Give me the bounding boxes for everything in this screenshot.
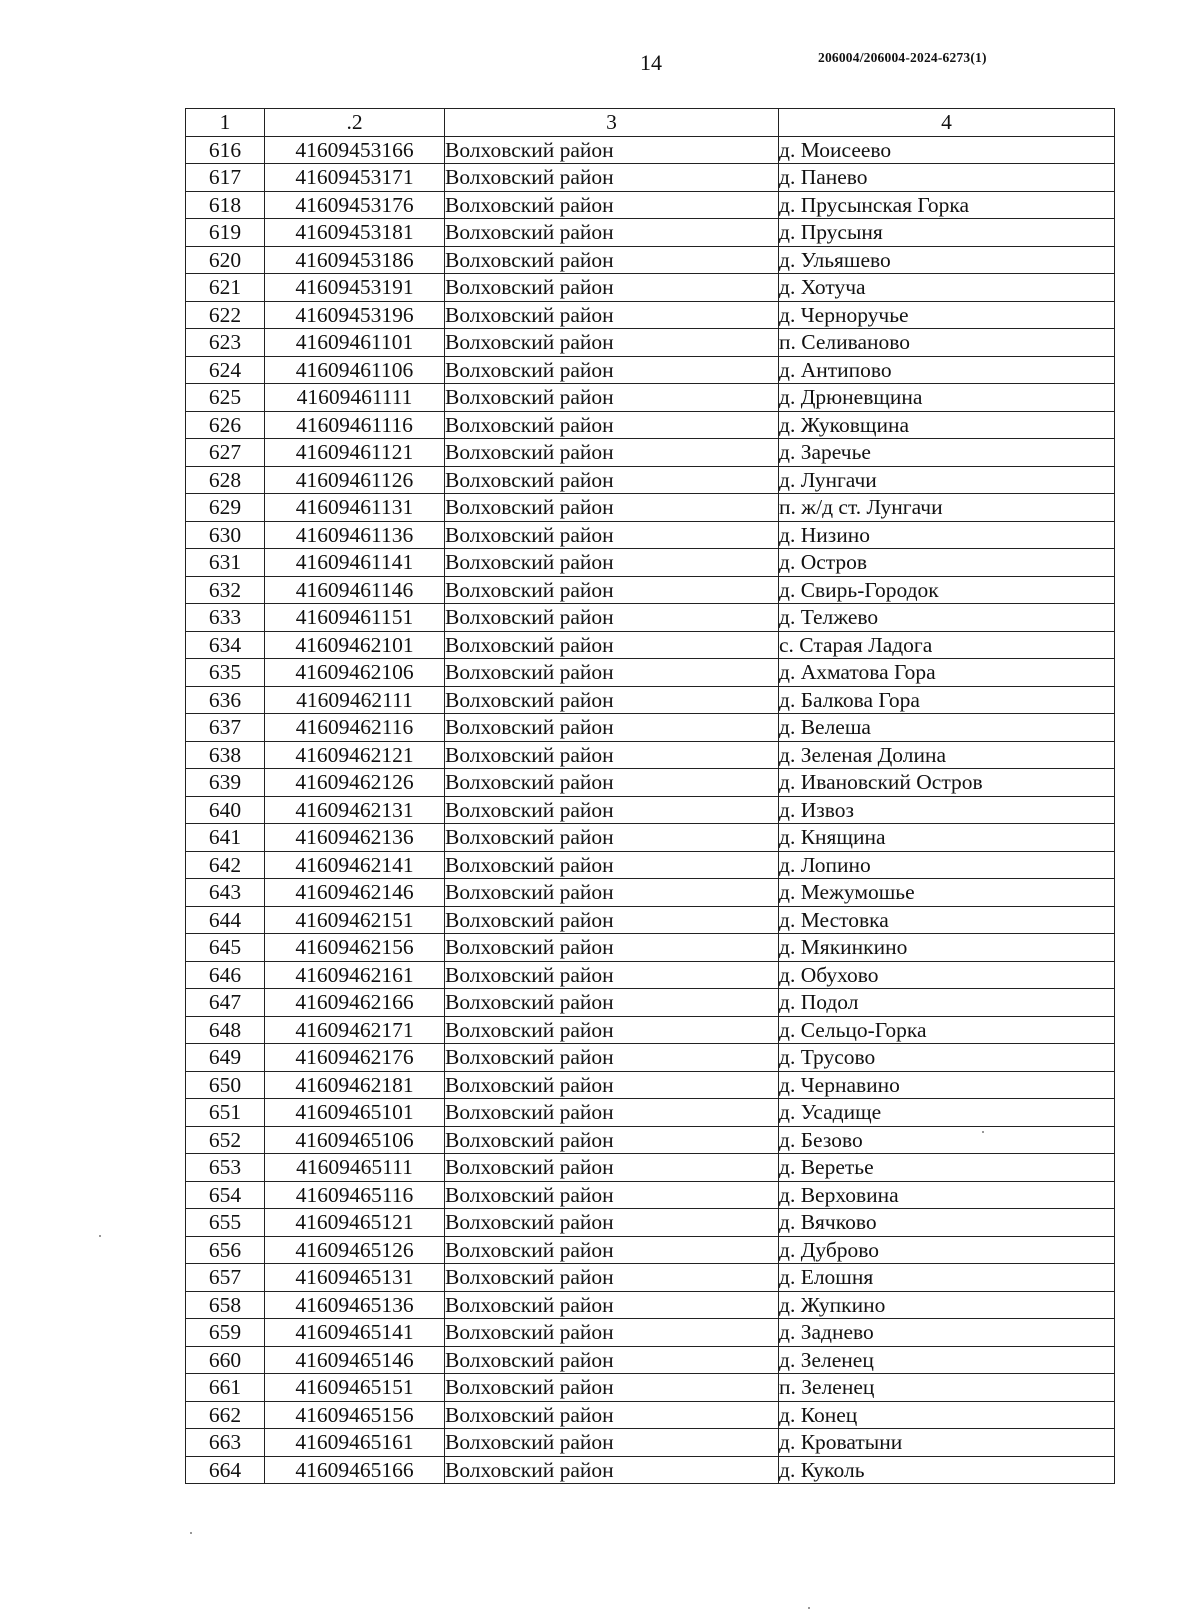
row-number-cell: 624: [186, 356, 265, 384]
row-number-cell: 647: [186, 989, 265, 1017]
code-cell: 41609461106: [265, 356, 445, 384]
table-row: [186, 219, 1115, 247]
code-cell: 41609453171: [265, 164, 445, 192]
row-number-cell: 648: [186, 1016, 265, 1044]
settlement-cell: д. Антипово: [779, 356, 1115, 384]
settlement-cell: п. Селиваново: [779, 329, 1115, 357]
settlement-cell: д. Межумошье: [779, 879, 1115, 907]
district-cell: Волховский район: [445, 1181, 779, 1209]
code-cell: 41609465106: [265, 1126, 445, 1154]
district-cell: Волховский район: [445, 329, 779, 357]
code-cell: 41609462121: [265, 741, 445, 769]
table-row: [186, 1016, 1115, 1044]
table-row: [186, 714, 1115, 742]
table-row: [186, 659, 1115, 687]
row-number-cell: 632: [186, 576, 265, 604]
table-row: [186, 906, 1115, 934]
row-number-cell: 631: [186, 549, 265, 577]
column-header-4: 4: [779, 109, 1115, 137]
row-number-cell: 662: [186, 1401, 265, 1429]
settlement-cell: д. Моисеево: [779, 136, 1115, 164]
district-cell: Волховский район: [445, 741, 779, 769]
district-cell: Волховский район: [445, 604, 779, 632]
code-cell: 41609462146: [265, 879, 445, 907]
row-number-cell: 627: [186, 439, 265, 467]
settlement-cell: д. Подол: [779, 989, 1115, 1017]
code-cell: 41609465111: [265, 1154, 445, 1182]
district-cell: Волховский район: [445, 1099, 779, 1127]
settlement-cell: д. Хотуча: [779, 274, 1115, 302]
settlements-table: [185, 108, 1115, 1484]
district-cell: Волховский район: [445, 796, 779, 824]
table-header-row: [186, 109, 1115, 137]
district-cell: Волховский район: [445, 411, 779, 439]
code-cell: 41609465121: [265, 1209, 445, 1237]
column-header-2: .2: [265, 109, 445, 137]
code-cell: 41609461121: [265, 439, 445, 467]
table-row: [186, 1401, 1115, 1429]
settlement-cell: д. Заднево: [779, 1319, 1115, 1347]
code-cell: 41609465156: [265, 1401, 445, 1429]
district-cell: Волховский район: [445, 1071, 779, 1099]
code-cell: 41609462116: [265, 714, 445, 742]
code-cell: 41609461136: [265, 521, 445, 549]
district-cell: Волховский район: [445, 686, 779, 714]
code-cell: 41609461131: [265, 494, 445, 522]
code-cell: 41609462161: [265, 961, 445, 989]
table-row: [186, 879, 1115, 907]
code-cell: 41609462171: [265, 1016, 445, 1044]
code-cell: 41609465141: [265, 1319, 445, 1347]
table-row: [186, 329, 1115, 357]
code-cell: 41609462151: [265, 906, 445, 934]
row-number-cell: 622: [186, 301, 265, 329]
district-cell: Волховский район: [445, 1264, 779, 1292]
code-cell: 41609465116: [265, 1181, 445, 1209]
code-cell: 41609462136: [265, 824, 445, 852]
code-cell: 41609462101: [265, 631, 445, 659]
row-number-cell: 658: [186, 1291, 265, 1319]
table-row: [186, 1236, 1115, 1264]
code-cell: 41609453196: [265, 301, 445, 329]
code-cell: 41609465101: [265, 1099, 445, 1127]
table-row: [186, 384, 1115, 412]
row-number-cell: 625: [186, 384, 265, 412]
district-cell: Волховский район: [445, 274, 779, 302]
code-cell: 41609465136: [265, 1291, 445, 1319]
district-cell: Волховский район: [445, 384, 779, 412]
table-row: [186, 439, 1115, 467]
district-cell: Волховский район: [445, 246, 779, 274]
table-row: [186, 1209, 1115, 1237]
district-cell: Волховский район: [445, 631, 779, 659]
settlement-cell: д. Елошня: [779, 1264, 1115, 1292]
settlement-cell: д. Усадище: [779, 1099, 1115, 1127]
settlement-cell: д. Ахматова Гора: [779, 659, 1115, 687]
table-row: [186, 274, 1115, 302]
table-row: [186, 411, 1115, 439]
row-number-cell: 655: [186, 1209, 265, 1237]
row-number-cell: 641: [186, 824, 265, 852]
district-cell: Волховский район: [445, 1429, 779, 1457]
table-row: [186, 521, 1115, 549]
row-number-cell: 660: [186, 1346, 265, 1374]
settlement-cell: д. Прусынская Горка: [779, 191, 1115, 219]
table-row: [186, 1181, 1115, 1209]
row-number-cell: 650: [186, 1071, 265, 1099]
settlement-cell: д. Лунгачи: [779, 466, 1115, 494]
row-number-cell: 649: [186, 1044, 265, 1072]
settlement-cell: д. Мякинкино: [779, 934, 1115, 962]
settlement-cell: д. Местовка: [779, 906, 1115, 934]
settlement-cell: д. Безово: [779, 1126, 1115, 1154]
settlement-cell: д. Зеленец: [779, 1346, 1115, 1374]
row-number-cell: 626: [186, 411, 265, 439]
row-number-cell: 657: [186, 1264, 265, 1292]
district-cell: Волховский район: [445, 191, 779, 219]
row-number-cell: 634: [186, 631, 265, 659]
settlement-cell: д. Остров: [779, 549, 1115, 577]
row-number-cell: 645: [186, 934, 265, 962]
code-cell: 41609453186: [265, 246, 445, 274]
settlement-cell: д. Дрюневщина: [779, 384, 1115, 412]
row-number-cell: 623: [186, 329, 265, 357]
table-row: [186, 1099, 1115, 1127]
settlement-cell: д. Вячково: [779, 1209, 1115, 1237]
table-row: [186, 961, 1115, 989]
table-row: [186, 246, 1115, 274]
table-row: [186, 824, 1115, 852]
table-row: [186, 191, 1115, 219]
district-cell: Волховский район: [445, 549, 779, 577]
settlement-cell: д. Телжево: [779, 604, 1115, 632]
code-cell: 41609453181: [265, 219, 445, 247]
settlement-cell: д. Веретье: [779, 1154, 1115, 1182]
code-cell: 41609462156: [265, 934, 445, 962]
district-cell: Волховский район: [445, 906, 779, 934]
district-cell: Волховский район: [445, 824, 779, 852]
code-cell: 41609461101: [265, 329, 445, 357]
district-cell: Волховский район: [445, 219, 779, 247]
district-cell: Волховский район: [445, 494, 779, 522]
district-cell: Волховский район: [445, 989, 779, 1017]
row-number-cell: 651: [186, 1099, 265, 1127]
row-number-cell: 628: [186, 466, 265, 494]
district-cell: Волховский район: [445, 1044, 779, 1072]
table-row: [186, 1126, 1115, 1154]
district-cell: Волховский район: [445, 1154, 779, 1182]
settlement-cell: д. Сельцо-Горка: [779, 1016, 1115, 1044]
table-row: [186, 1374, 1115, 1402]
code-cell: 41609461151: [265, 604, 445, 632]
table-row: [186, 1456, 1115, 1484]
district-cell: Волховский район: [445, 1319, 779, 1347]
row-number-cell: 659: [186, 1319, 265, 1347]
settlement-cell: с. Старая Ладога: [779, 631, 1115, 659]
district-cell: Волховский район: [445, 1456, 779, 1484]
column-header-1: 1: [186, 109, 265, 137]
code-cell: 41609465151: [265, 1374, 445, 1402]
code-cell: 41609462141: [265, 851, 445, 879]
settlement-cell: п. Зеленец: [779, 1374, 1115, 1402]
table-row: [186, 796, 1115, 824]
table-row: [186, 1264, 1115, 1292]
table-row: [186, 466, 1115, 494]
code-cell: 41609461111: [265, 384, 445, 412]
district-cell: Волховский район: [445, 1236, 779, 1264]
row-number-cell: 616: [186, 136, 265, 164]
table-row: [186, 136, 1115, 164]
settlement-cell: д. Панево: [779, 164, 1115, 192]
code-cell: 41609461116: [265, 411, 445, 439]
row-number-cell: 653: [186, 1154, 265, 1182]
code-cell: 41609465166: [265, 1456, 445, 1484]
settlement-cell: д. Прусыня: [779, 219, 1115, 247]
settlement-cell: д. Обухово: [779, 961, 1115, 989]
settlement-cell: д. Трусово: [779, 1044, 1115, 1072]
settlement-cell: д. Княщина: [779, 824, 1115, 852]
document-id: 206004/206004-2024-6273(1): [818, 50, 987, 65]
row-number-cell: 618: [186, 191, 265, 219]
row-number-cell: 633: [186, 604, 265, 632]
table-body: [186, 136, 1115, 1484]
row-number-cell: 661: [186, 1374, 265, 1402]
row-number-cell: 656: [186, 1236, 265, 1264]
code-cell: 41609462106: [265, 659, 445, 687]
table-row: [186, 934, 1115, 962]
row-number-cell: 638: [186, 741, 265, 769]
settlement-cell: д. Черноручье: [779, 301, 1115, 329]
scan-speck: [99, 1235, 101, 1237]
settlement-cell: д. Балкова Гора: [779, 686, 1115, 714]
district-cell: Волховский район: [445, 1126, 779, 1154]
code-cell: 41609461146: [265, 576, 445, 604]
settlement-cell: д. Куколь: [779, 1456, 1115, 1484]
settlement-cell: д. Кроватыни: [779, 1429, 1115, 1457]
settlement-cell: д. Низино: [779, 521, 1115, 549]
scan-speck: [982, 1131, 984, 1133]
code-cell: 41609453166: [265, 136, 445, 164]
code-cell: 41609462166: [265, 989, 445, 1017]
row-number-cell: 643: [186, 879, 265, 907]
row-number-cell: 652: [186, 1126, 265, 1154]
district-cell: Волховский район: [445, 356, 779, 384]
district-cell: Волховский район: [445, 769, 779, 797]
table-row: [186, 301, 1115, 329]
district-cell: Волховский район: [445, 1209, 779, 1237]
table-row: [186, 631, 1115, 659]
row-number-cell: 637: [186, 714, 265, 742]
district-cell: Волховский район: [445, 466, 779, 494]
row-number-cell: 639: [186, 769, 265, 797]
district-cell: Волховский район: [445, 1346, 779, 1374]
district-cell: Волховский район: [445, 136, 779, 164]
row-number-cell: 630: [186, 521, 265, 549]
district-cell: Волховский район: [445, 961, 779, 989]
row-number-cell: 644: [186, 906, 265, 934]
row-number-cell: 640: [186, 796, 265, 824]
row-number-cell: 636: [186, 686, 265, 714]
code-cell: 41609462176: [265, 1044, 445, 1072]
code-cell: 41609461126: [265, 466, 445, 494]
district-cell: Волховский район: [445, 1016, 779, 1044]
scan-speck: [190, 1532, 192, 1534]
table-row: [186, 769, 1115, 797]
page-number: 14: [640, 50, 662, 75]
table-row: [186, 1319, 1115, 1347]
table-row: [186, 576, 1115, 604]
code-cell: 41609465161: [265, 1429, 445, 1457]
settlement-cell: д. Жупкино: [779, 1291, 1115, 1319]
table-row: [186, 494, 1115, 522]
row-number-cell: 617: [186, 164, 265, 192]
code-cell: 41609465131: [265, 1264, 445, 1292]
table-row: [186, 741, 1115, 769]
column-header-3: 3: [445, 109, 779, 137]
district-cell: Волховский район: [445, 714, 779, 742]
row-number-cell: 619: [186, 219, 265, 247]
settlement-cell: д. Жуковщина: [779, 411, 1115, 439]
code-cell: 41609462181: [265, 1071, 445, 1099]
code-cell: 41609462131: [265, 796, 445, 824]
code-cell: 41609453176: [265, 191, 445, 219]
row-number-cell: 663: [186, 1429, 265, 1457]
table-row: [186, 1044, 1115, 1072]
district-cell: Волховский район: [445, 851, 779, 879]
settlement-cell: д. Ивановский Остров: [779, 769, 1115, 797]
settlement-cell: д. Велеша: [779, 714, 1115, 742]
table-row: [186, 1429, 1115, 1457]
row-number-cell: 635: [186, 659, 265, 687]
settlement-cell: п. ж/д ст. Лунгачи: [779, 494, 1115, 522]
table-row: [186, 1071, 1115, 1099]
code-cell: 41609453191: [265, 274, 445, 302]
settlement-cell: д. Свирь-Городок: [779, 576, 1115, 604]
settlement-cell: д. Верховина: [779, 1181, 1115, 1209]
district-cell: Волховский район: [445, 1291, 779, 1319]
row-number-cell: 642: [186, 851, 265, 879]
table-row: [186, 549, 1115, 577]
district-cell: Волховский район: [445, 1374, 779, 1402]
row-number-cell: 621: [186, 274, 265, 302]
settlement-cell: д. Дуброво: [779, 1236, 1115, 1264]
code-cell: 41609462126: [265, 769, 445, 797]
settlement-cell: д. Извоз: [779, 796, 1115, 824]
code-cell: 41609461141: [265, 549, 445, 577]
table-row: [186, 164, 1115, 192]
table-row: [186, 686, 1115, 714]
row-number-cell: 654: [186, 1181, 265, 1209]
row-number-cell: 620: [186, 246, 265, 274]
scan-speck: [808, 1607, 810, 1609]
table-row: [186, 989, 1115, 1017]
district-cell: Волховский район: [445, 1401, 779, 1429]
settlement-cell: д. Зеленая Долина: [779, 741, 1115, 769]
table-row: [186, 604, 1115, 632]
row-number-cell: 646: [186, 961, 265, 989]
row-number-cell: 629: [186, 494, 265, 522]
settlement-cell: д. Заречье: [779, 439, 1115, 467]
row-number-cell: 664: [186, 1456, 265, 1484]
district-cell: Волховский район: [445, 301, 779, 329]
code-cell: 41609465126: [265, 1236, 445, 1264]
district-cell: Волховский район: [445, 879, 779, 907]
table-row: [186, 1291, 1115, 1319]
district-cell: Волховский район: [445, 934, 779, 962]
district-cell: Волховский район: [445, 521, 779, 549]
settlement-cell: д. Конец: [779, 1401, 1115, 1429]
table-row: [186, 1346, 1115, 1374]
district-cell: Волховский район: [445, 439, 779, 467]
code-cell: 41609462111: [265, 686, 445, 714]
district-cell: Волховский район: [445, 576, 779, 604]
settlement-cell: д. Чернавино: [779, 1071, 1115, 1099]
table-row: [186, 851, 1115, 879]
code-cell: 41609465146: [265, 1346, 445, 1374]
district-cell: Волховский район: [445, 164, 779, 192]
settlement-cell: д. Ульяшево: [779, 246, 1115, 274]
district-cell: Волховский район: [445, 659, 779, 687]
table-row: [186, 1154, 1115, 1182]
table-row: [186, 356, 1115, 384]
settlement-cell: д. Лопино: [779, 851, 1115, 879]
